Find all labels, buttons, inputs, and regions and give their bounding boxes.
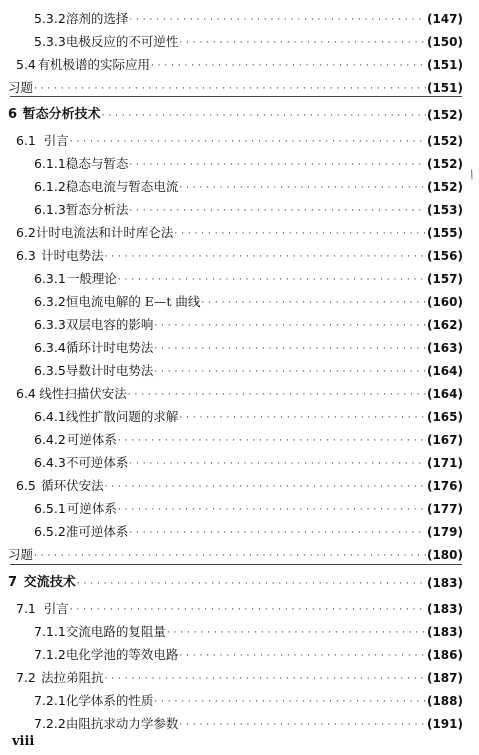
toc-title: 不可逆体系 (65, 455, 129, 470)
page-number: viii (12, 734, 35, 749)
toc-row (34, 149, 463, 171)
toc-page-number: (171) (426, 456, 463, 470)
dot-leader (154, 343, 426, 355)
toc-title: 习题 (8, 547, 34, 562)
dot-leader (70, 604, 426, 616)
toc-section-number: 5.3.3 (34, 34, 66, 49)
toc-page-number: (183) (426, 625, 463, 639)
toc-row (34, 617, 463, 639)
dot-leader (34, 550, 426, 562)
toc-row (34, 4, 463, 26)
toc-page-number: (156) (426, 249, 463, 263)
dot-leader (105, 673, 426, 685)
toc-row (34, 356, 463, 378)
toc-page-number: (153) (426, 203, 463, 217)
toc-page-number: (188) (426, 694, 463, 708)
toc-row (34, 172, 463, 194)
toc-page-number: (152) (426, 134, 463, 148)
toc-page-number: (162) (426, 318, 463, 332)
toc-title: 稳态电流与暂态电流 (65, 179, 179, 194)
toc-page-number: (191) (426, 717, 463, 731)
toc-row (16, 594, 463, 616)
toc-title: 线性扩散问题的求解 (65, 409, 179, 424)
toc-title: 习题 (8, 80, 34, 95)
toc-title: 引言 (43, 601, 69, 616)
dot-leader (105, 481, 426, 493)
dot-leader (151, 60, 426, 72)
toc-section-number: 6.5.1 (34, 501, 66, 516)
toc-page-number: (163) (426, 341, 463, 355)
toc-section-number: 6.5.2 (34, 524, 66, 539)
toc-section-number: 6.4.1 (34, 409, 66, 424)
dot-leader (34, 83, 426, 95)
toc-title: 准可逆体系 (65, 524, 129, 539)
toc-section-number: 7.1 (16, 601, 36, 616)
toc-page-number: (151) (426, 58, 463, 72)
toc-title: 循环计时电势法 (65, 340, 154, 355)
toc-section-number: 6.1.2 (34, 179, 66, 194)
dot-leader (179, 37, 426, 49)
toc-section-number: 7.1.1 (34, 624, 66, 639)
toc-title: 化学体系的性质 (65, 693, 154, 708)
dot-leader (179, 182, 426, 194)
toc-page-number: (152) (426, 180, 463, 194)
toc-section-number: 6.4 (16, 386, 36, 401)
toc-title: 可逆体系 (66, 432, 117, 447)
toc-page-number: (183) (426, 576, 463, 590)
toc-exercises-row (8, 540, 463, 562)
toc-title: 双层电容的影响 (65, 317, 154, 332)
toc-row (34, 425, 463, 447)
toc-row (34, 686, 463, 708)
toc-row (34, 333, 463, 355)
toc-section-number: 7.2.1 (34, 693, 66, 708)
toc-section-number: 6.3.2 (34, 294, 66, 309)
toc-title: 溶剂的选择 (65, 11, 129, 26)
toc-title: 恒电流电解的 E—t 曲线 (65, 294, 201, 309)
toc-section-number: 6.3.1 (34, 271, 66, 286)
toc-section-number: 6.3.3 (34, 317, 66, 332)
toc-section-number: 6.3 (16, 248, 36, 263)
toc-section-number: 6 (8, 107, 18, 122)
toc-row (16, 241, 463, 263)
toc-page-number: (167) (426, 433, 463, 447)
toc-title: 循环伏安法 (41, 478, 104, 493)
toc-page-number: (183) (426, 602, 463, 616)
toc-section-number: 6.5 (16, 478, 36, 493)
toc-row (34, 195, 463, 217)
toc-row (16, 663, 463, 685)
toc-section-number: 7 (8, 575, 18, 590)
toc-section-number: 5.3.2 (34, 11, 66, 26)
toc-row (34, 27, 463, 49)
dot-leader (129, 159, 426, 171)
toc-section-number: 6.1.3 (34, 202, 66, 217)
toc-row (16, 50, 463, 72)
dot-leader (179, 412, 426, 424)
toc-row (34, 264, 463, 286)
toc-title: 电极反应的不可逆性 (65, 34, 179, 49)
toc-page-number: (164) (426, 364, 463, 378)
toc-row (34, 310, 463, 332)
toc-page-number: (150) (426, 35, 463, 49)
toc-row (16, 379, 463, 401)
toc-title: 由阻抗求动力学参数 (65, 716, 179, 731)
toc-page-number: (186) (426, 648, 463, 662)
toc-row (34, 517, 463, 539)
toc-title: 稳态与暂态 (65, 156, 129, 171)
toc-title: 交流技术 (23, 575, 76, 590)
toc-page-number: (177) (426, 502, 463, 516)
toc-row (34, 709, 463, 731)
toc-page-number: (164) (426, 387, 463, 401)
margin-mark: \ (468, 167, 476, 182)
dot-leader (70, 136, 426, 148)
toc-title: 法拉弟阻抗 (41, 670, 104, 685)
toc-title: 交流电路的复阻量 (65, 624, 166, 639)
toc-title: 计时电流法和计时库仑法 (35, 225, 174, 240)
toc-page-number: (152) (426, 157, 463, 171)
toc-page-number: (157) (426, 272, 463, 286)
toc-title: 有机极谱的实际应用 (37, 57, 150, 72)
toc-section-number: 6.1 (16, 133, 36, 148)
dot-leader (154, 366, 426, 378)
toc-title: 引言 (43, 133, 69, 148)
toc-title: 一般理论 (66, 271, 117, 286)
toc-section-number: 6.3.4 (34, 340, 66, 355)
toc-page-number: (176) (426, 479, 463, 493)
toc-section-number: 7.1.2 (34, 647, 66, 662)
dot-leader (118, 435, 426, 447)
toc-section-number: 6.1.1 (34, 156, 66, 171)
dot-leader (105, 251, 426, 263)
toc-row (34, 640, 463, 662)
toc-title: 暂态分析技术 (22, 107, 101, 122)
toc-chapter-row (8, 100, 463, 122)
section-divider (10, 96, 462, 97)
toc-title: 导数计时电势法 (65, 363, 154, 378)
toc-section-number: 7.2.2 (34, 716, 66, 731)
dot-leader (118, 504, 426, 516)
toc-title: 电化学池的等效电路 (65, 647, 179, 662)
dot-leader (129, 205, 426, 217)
toc-page-number: (152) (426, 108, 463, 122)
toc-page-number: (147) (426, 12, 463, 26)
dot-leader (129, 458, 426, 470)
toc-page-number: (160) (426, 295, 463, 309)
toc-section-number: 6.4.3 (34, 455, 66, 470)
toc-section-number: 7.2 (16, 670, 36, 685)
toc-section-number: 6.3.5 (34, 363, 66, 378)
toc-page-number: (155) (426, 226, 463, 240)
dot-leader (179, 719, 426, 731)
dot-leader (128, 389, 426, 401)
toc-row (16, 471, 463, 493)
toc-chapter-row (8, 568, 463, 590)
toc-row (34, 448, 463, 470)
toc-page-number: (179) (426, 525, 463, 539)
dot-leader (154, 696, 426, 708)
toc-row (34, 494, 463, 516)
dot-leader (118, 274, 426, 286)
toc-section-number: 6.4.2 (34, 432, 66, 447)
dot-leader (174, 228, 426, 240)
toc-title: 计时电势法 (41, 248, 104, 263)
dot-leader (77, 578, 426, 590)
toc-row (34, 287, 463, 309)
toc-row (16, 126, 463, 148)
dot-leader (129, 527, 426, 539)
toc-page-number: (180) (426, 548, 463, 562)
dot-leader (129, 14, 426, 26)
toc-page-number: (151) (426, 81, 463, 95)
toc-section-number: 5.4 (16, 57, 36, 72)
dot-leader (167, 627, 426, 639)
toc-title: 线性扫描伏安法 (39, 386, 127, 401)
dot-leader (102, 110, 426, 122)
dot-leader (179, 650, 426, 662)
toc-page-number: (187) (426, 671, 463, 685)
toc-exercises-row (8, 73, 463, 95)
section-divider (10, 564, 462, 565)
toc-title: 暂态分析法 (65, 202, 129, 217)
toc-row (34, 402, 463, 424)
toc-title: 可逆体系 (66, 501, 117, 516)
toc-row (16, 218, 463, 240)
toc-section-number: 6.2 (16, 225, 36, 240)
dot-leader (201, 297, 426, 309)
toc-page-number: (165) (426, 410, 463, 424)
dot-leader (154, 320, 426, 332)
